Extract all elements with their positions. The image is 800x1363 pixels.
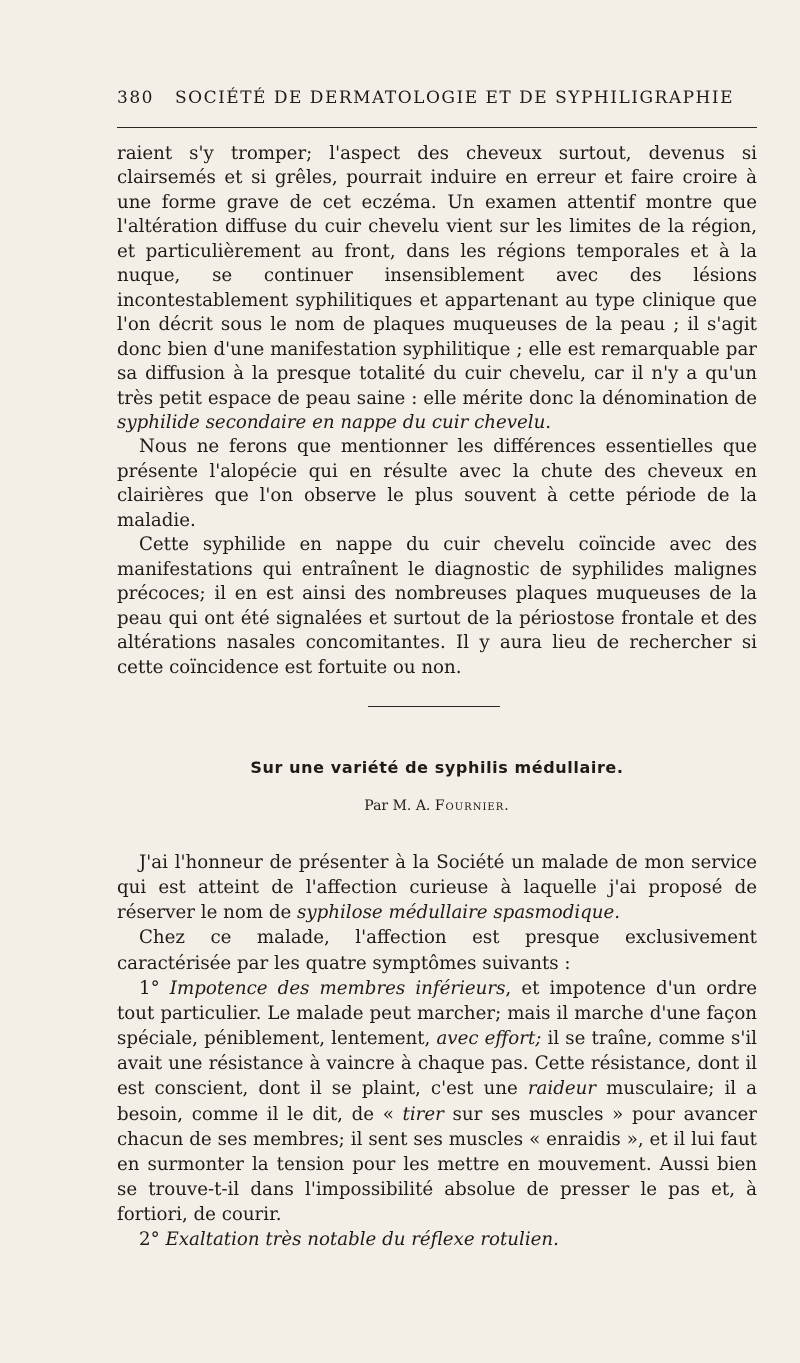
- section-continuation: [117, 142, 757, 680]
- paragraph: Cette syphilide en nappe du cuir chevelu coïncide avec des manifestations qui entraînent le diagnostic de syphilides malignes précoces; il en est ainsi des nombreuses plaques muqueuses de la peau qui ont été signalées et surtout de la périostose frontale et des altérations nasales concomitantes. Il y aura lieu de rechercher si cette coïncidence est fortuite ou non.: [117, 534, 757, 678]
- paragraph: 1° Impotence des membres inférieurs, et impotence d'un ordre tout particulier. Le malade peut marcher; mais il marche d'une façon spéciale, péniblement, lentement, avec effort; il se traîne, comme s'il avait une résistance à vaincre à chaque pas. Cette résistance, dont il est conscient, dont il se plaint, c'est une raideur musculaire; il a besoin, comme il le dit, de « tirer sur ses muscles » pour avancer chacun de ses membres; il sent ses muscles « enraidis », et il lui faut en surmonter la tension pour les mettre en mouvement. Aussi bien se trouve-t-il dans l'impossibilité absolue de presser le pas et, à fortiori, de courir.: [117, 977, 758, 1226]
- paragraph: 2° Exaltation très notable du réflexe rotulien.: [139, 1229, 559, 1251]
- page-number: 380: [117, 88, 154, 108]
- paragraph: Chez ce malade, l'affection est presque exclusivement caractérisée par les quatre symptômes suivants :: [117, 927, 757, 974]
- author-name: Fournier.: [434, 798, 510, 814]
- header-rule: [117, 127, 757, 128]
- paragraph: Nous ne ferons que mentionner les différences essentielles que présente l'alopécie qui en résulte avec la chute des cheveux en clairières que l'on observe le plus souvent à cette période de la maladie.: [117, 436, 757, 531]
- paragraph: J'ai l'honneur de présenter à la Société un malade de mon service qui est atteint de l'affection curieuse à laquelle j'ai proposé de réserver le nom de syphilose médullaire spasmodique.: [117, 852, 757, 924]
- article-title: Sur une variété de syphilis médullaire.: [250, 758, 624, 777]
- section-separator: [368, 706, 500, 707]
- running-title: SOCIÉTÉ DE DERMATOLOGIE ET DE SYPHILIGRAPHIE: [175, 88, 735, 108]
- article-byline: Par M. A. Fournier.: [364, 798, 510, 814]
- article-body: [117, 850, 757, 1253]
- paragraph: raient s'y tromper; l'aspect des cheveux surtout, devenus si clairsemés et si grêles, pourrait induire en erreur et faire croire à une forme grave de cet eczéma. Un examen attentif montre que l'altération diffuse du cuir chevelu vient sur les limites de la région, et particulièrement au front, dans les régions temporales et à la nuque, se continuer insensiblement avec des lésions incontestablement syphilitiques et appartenant au type clinique que l'on décrit sous le nom de plaques muqueuses de la peau ; il s'agit donc bien d'une manifestation syphilitique ; elle est remarquable par sa diffusion à la presque totalité du cuir chevelu, car il n'y a qu'un très petit espace de peau saine : elle mérite donc la dénomination de syphilide secondaire en nappe du cuir chevelu.: [117, 143, 757, 433]
